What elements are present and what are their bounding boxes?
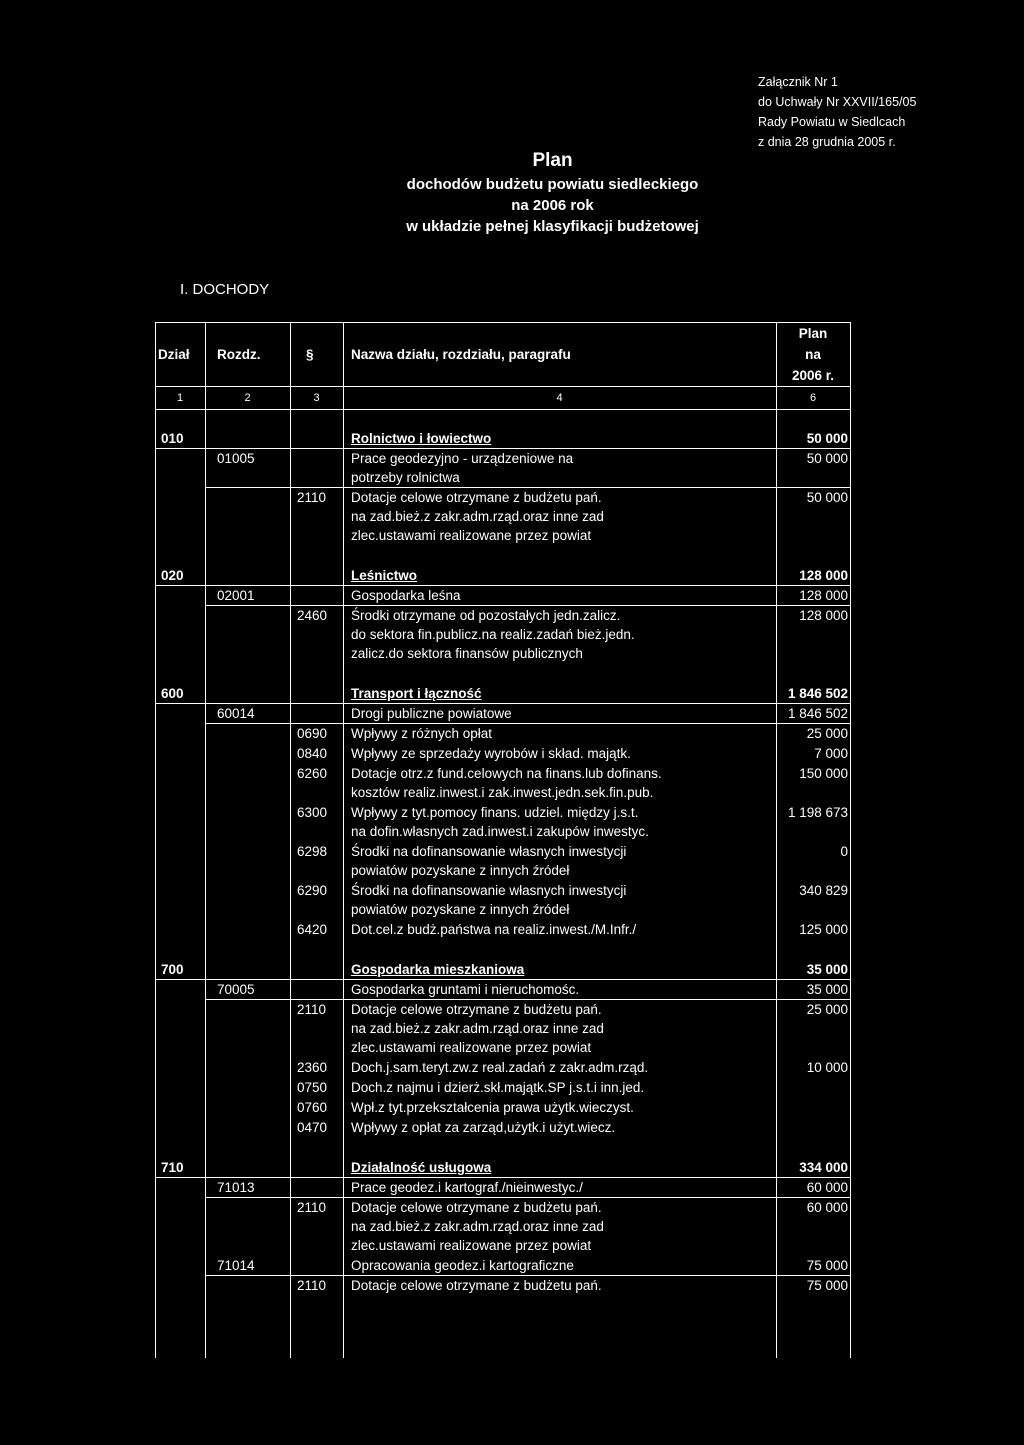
plan-amount: 50 000 bbox=[806, 490, 848, 505]
item-name-line: zlec.ustawami realizowane przez powiat bbox=[351, 1238, 592, 1253]
section-heading: I. DOCHODY bbox=[180, 281, 270, 298]
item-name-line: Leśnictwo bbox=[351, 568, 418, 583]
item-name-line: Środki otrzymane od pozostałych jedn.zalicz. bbox=[351, 608, 621, 623]
item-name-line: Gospodarka leśna bbox=[351, 588, 461, 603]
title-line: w układzie pełnej klasyfikacji budżetowej bbox=[406, 218, 699, 235]
plan-amount: 75 000 bbox=[806, 1258, 848, 1273]
header-paragraf: § bbox=[306, 347, 314, 362]
item-name-line: kosztów realiz.inwest.i zak.inwest.jedn.sek.fin.pub. bbox=[351, 785, 654, 800]
item-name-line: Wpływy z opłat za zarząd,użytk.i użyt.wiecz. bbox=[351, 1120, 616, 1135]
paragraf-code: 2110 bbox=[297, 1002, 327, 1017]
dzial-code: 600 bbox=[161, 686, 184, 701]
rozdzial-code: 02001 bbox=[217, 588, 255, 603]
header-rule bbox=[155, 386, 851, 387]
header-dzial: Dział bbox=[158, 347, 190, 362]
rozdzial-code: 70005 bbox=[217, 982, 255, 997]
paragraf-code: 6290 bbox=[297, 883, 328, 898]
revenue-table bbox=[155, 322, 851, 1358]
header-top-rule bbox=[155, 322, 851, 323]
plan-amount: 125 000 bbox=[799, 922, 848, 937]
dzial-code: 010 bbox=[161, 431, 184, 446]
colnum: 2 bbox=[244, 392, 251, 404]
column-divider bbox=[155, 322, 156, 1358]
item-name-line: Gospodarka mieszkaniowa bbox=[351, 962, 525, 977]
header-plan: na bbox=[805, 347, 821, 362]
rozdzial-code: 60014 bbox=[217, 706, 255, 721]
item-name-line: Dotacje celowe otrzymane z budżetu pań. bbox=[351, 1278, 602, 1293]
item-name-line: potrzeby rolnictwa bbox=[351, 470, 460, 485]
item-name-line: Działalność usługowa bbox=[351, 1160, 492, 1175]
paragraf-code: 0470 bbox=[297, 1120, 328, 1135]
rozdzial-code: 71013 bbox=[217, 1180, 255, 1195]
paragraf-code: 2460 bbox=[297, 608, 328, 623]
item-name-line: Prace geodezyjno - urządzeniowe na bbox=[351, 451, 574, 466]
header-plan: 2006 r. bbox=[791, 368, 835, 383]
item-name-line: Transport i łączność bbox=[351, 686, 482, 701]
item-name-line: powiatów pozyskane z innych źródeł bbox=[351, 863, 570, 878]
plan-amount: 75 000 bbox=[806, 1278, 848, 1293]
item-name-line: Doch.z najmu i dzierż.skł.majątk.SP j.s.t.i inn.jed. bbox=[351, 1080, 645, 1095]
plan-amount: 128 000 bbox=[799, 588, 848, 603]
dzial-rule bbox=[155, 585, 851, 586]
item-name-line: na zad.bież.z zakr.adm.rząd.oraz inne zad bbox=[351, 1219, 604, 1234]
column-divider bbox=[290, 322, 291, 1358]
plan-amount: 50 000 bbox=[806, 431, 848, 446]
item-name-line: Doch.j.sam.teryt.zw.z real.zadań z zakr.adm.rząd. bbox=[351, 1060, 649, 1075]
item-name-line: Prace geodez.i kartograf./nieinwestyc./ bbox=[351, 1180, 583, 1195]
plan-amount: 150 000 bbox=[799, 766, 848, 781]
item-name-line: zlec.ustawami realizowane przez powiat bbox=[351, 528, 592, 543]
header-plan: Plan bbox=[798, 326, 828, 341]
dzial-code: 710 bbox=[161, 1160, 184, 1175]
plan-amount: 1 198 673 bbox=[787, 805, 848, 820]
paragraf-code: 2110 bbox=[297, 1200, 327, 1215]
column-divider bbox=[205, 322, 206, 1358]
item-name-line: Środki na dofinansowanie własnych inwestycji bbox=[351, 844, 627, 859]
paragraf-code: 6420 bbox=[297, 922, 328, 937]
item-name-line: na zad.bież.z zakr.adm.rząd.oraz inne zad bbox=[351, 1021, 604, 1036]
item-name-line: Rolnictwo i łowiectwo bbox=[351, 431, 492, 446]
item-name-line: Dotacje celowe otrzymane z budżetu pań. bbox=[351, 490, 602, 505]
plan-amount: 1 846 502 bbox=[787, 686, 848, 701]
colnum: 3 bbox=[313, 392, 320, 404]
plan-amount: 334 000 bbox=[799, 1160, 848, 1175]
attachment-note bbox=[758, 72, 916, 152]
item-name-line: Opracowania geodez.i kartograficzne bbox=[351, 1258, 574, 1273]
paragraf-code: 0760 bbox=[297, 1100, 328, 1115]
plan-amount: 128 000 bbox=[799, 608, 848, 623]
paragraf-code: 6260 bbox=[297, 766, 328, 781]
item-name-line: do sektora fin.publicz.na realiz.zadań bież.jedn. bbox=[351, 627, 635, 642]
item-name-line: na zad.bież.z zakr.adm.rząd.oraz inne zad bbox=[351, 509, 604, 524]
plan-amount: 60 000 bbox=[806, 1180, 848, 1195]
item-name-line: zalicz.do sektora finansów publicznych bbox=[351, 646, 583, 661]
rozdzial-code: 71014 bbox=[217, 1258, 255, 1273]
item-name-line: Wpł.z tyt.przekształcenia prawa użytk.wieczyst. bbox=[351, 1100, 634, 1115]
paragraf-code: 0750 bbox=[297, 1080, 328, 1095]
plan-amount: 128 000 bbox=[799, 568, 848, 583]
paragraf-code: 6300 bbox=[297, 805, 328, 820]
plan-amount: 60 000 bbox=[806, 1200, 848, 1215]
item-name-line: Środki na dofinansowanie własnych inwestycji bbox=[351, 883, 627, 898]
attachment-line: z dnia 28 grudnia 2005 r. bbox=[758, 135, 896, 149]
item-name-line: Drogi publiczne powiatowe bbox=[351, 706, 512, 721]
column-divider bbox=[850, 322, 851, 1358]
attachment-line: Rady Powiatu w Siedlcach bbox=[758, 115, 906, 129]
plan-amount: 35 000 bbox=[806, 982, 848, 997]
colnum: 6 bbox=[809, 392, 817, 404]
rozdzial-code: 01005 bbox=[217, 451, 255, 466]
item-name-line: Dotacje otrz.z fund.celowych na finans.lub dofinans. bbox=[351, 766, 662, 781]
paragraf-code: 0690 bbox=[297, 726, 328, 741]
colnum: 4 bbox=[556, 392, 563, 404]
plan-amount: 1 846 502 bbox=[787, 706, 848, 721]
document-title bbox=[300, 148, 805, 237]
column-divider bbox=[343, 322, 344, 1358]
dzial-code: 020 bbox=[161, 568, 184, 583]
plan-amount: 35 000 bbox=[806, 962, 848, 977]
paragraf-code: 0840 bbox=[297, 746, 328, 761]
plan-amount: 50 000 bbox=[806, 451, 848, 466]
paragraf-code: 6298 bbox=[297, 844, 328, 859]
paragraf-code: 2110 bbox=[297, 1278, 327, 1293]
item-name-line: Wpływy z różnych opłat bbox=[351, 726, 493, 741]
colnum: 1 bbox=[176, 392, 184, 404]
plan-amount: 10 000 bbox=[806, 1060, 848, 1075]
attachment-line: Załącznik Nr 1 bbox=[758, 75, 838, 89]
item-name-line: zlec.ustawami realizowane przez powiat bbox=[351, 1040, 592, 1055]
title-line: dochodów budżetu powiatu siedleckiego bbox=[406, 176, 699, 193]
plan-amount: 7 000 bbox=[814, 746, 848, 761]
plan-amount: 25 000 bbox=[806, 1002, 848, 1017]
header-rule bbox=[155, 409, 851, 410]
dzial-code: 700 bbox=[161, 962, 184, 977]
item-name-line: powiatów pozyskane z innych źródeł bbox=[351, 902, 570, 917]
plan-amount: 25 000 bbox=[806, 726, 848, 741]
item-name-line: Wpływy z tyt.pomocy finans. udziel. między j.s.t. bbox=[351, 805, 639, 820]
item-name-line: Wpływy ze sprzedaży wyrobów i skład. majątk. bbox=[351, 746, 631, 761]
item-name-line: na dofin.własnych zad.inwest.i zakupów inwestyc. bbox=[351, 824, 649, 839]
attachment-line: do Uchwały Nr XXVII/165/05 bbox=[758, 95, 917, 109]
item-name-line: Gospodarka gruntami i nieruchomośc. bbox=[351, 982, 580, 997]
header-nazwa: Nazwa działu, rozdziału, paragrafu bbox=[351, 347, 571, 362]
item-name-line: Dotacje celowe otrzymane z budżetu pań. bbox=[351, 1200, 602, 1215]
paragraf-code: 2110 bbox=[297, 490, 327, 505]
item-name-line: Dotacje celowe otrzymane z budżetu pań. bbox=[351, 1002, 602, 1017]
item-name-line: Dot.cel.z budż.państwa na realiz.inwest./M.Infr./ bbox=[351, 922, 637, 937]
paragraf-code: 2360 bbox=[297, 1060, 328, 1075]
title-line: na 2006 rok bbox=[511, 197, 594, 214]
plan-amount: 340 829 bbox=[799, 883, 848, 898]
plan-amount: 0 bbox=[840, 844, 848, 859]
title-main: Plan bbox=[532, 150, 573, 171]
header-rozdz: Rozdz. bbox=[217, 347, 261, 362]
